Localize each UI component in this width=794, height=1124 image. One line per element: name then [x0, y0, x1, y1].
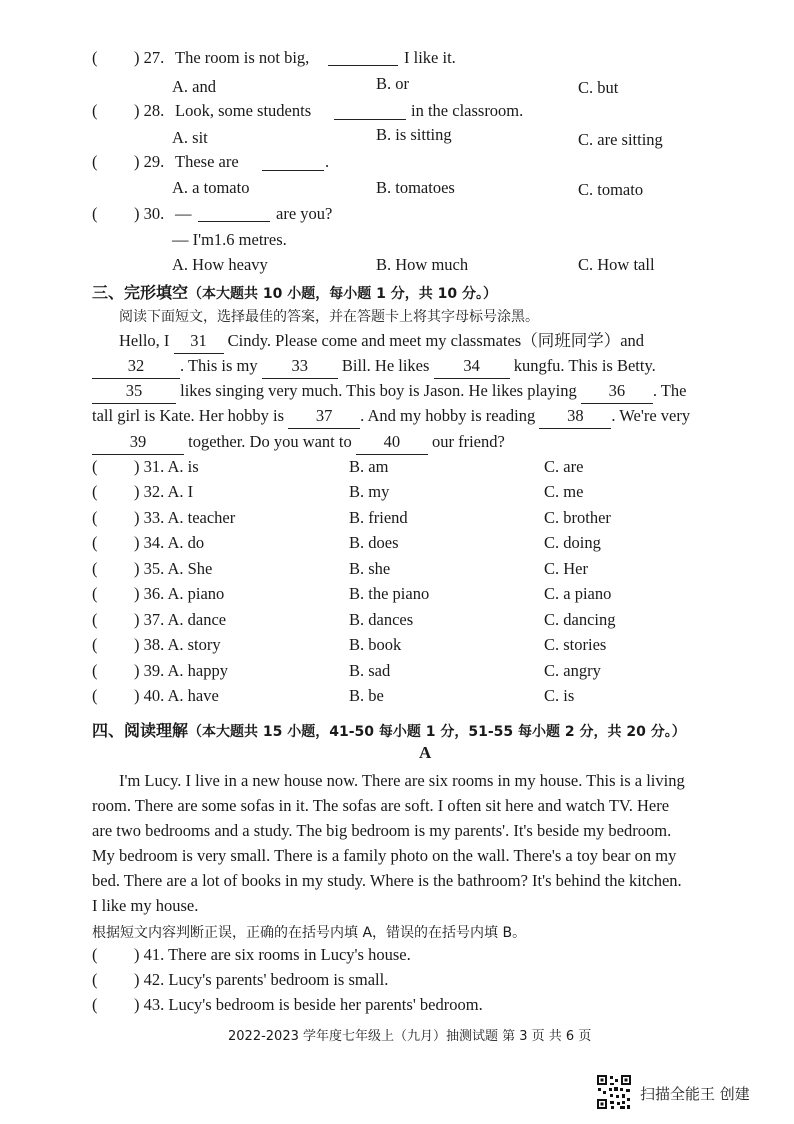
answer-paren[interactable]: ( [92, 559, 98, 578]
passage-line: bed. There are a lot of books in my study. Where is the bathroom? It's behind the kitchen. [92, 871, 682, 890]
answer-paren[interactable]: ( [92, 610, 98, 629]
question-stem: — [175, 204, 192, 223]
option-b: B. does [349, 533, 399, 552]
blank-40: 40 [356, 429, 428, 455]
option-a: ) 31. A. is [134, 457, 199, 476]
answer-paren[interactable]: ( [92, 204, 98, 223]
passage-line-5: 39 together. Do you want to 40 our friend? [92, 429, 505, 455]
option-c: C. Her [544, 559, 588, 578]
answer-blank [334, 118, 406, 120]
answer-paren[interactable]: ( [92, 101, 98, 120]
passage-line-4: tall girl is Kate. Her hobby is 37 . And my hobby is reading 38 . We're very [92, 403, 690, 429]
passage-line: I'm Lucy. I live in a new house now. There are six rooms in my house. This is a living [119, 771, 685, 790]
option-c: C. brother [544, 508, 611, 527]
option-a: A. sit [172, 128, 208, 147]
page-footer: 2022-2023 学年度七年级上（九月）抽测试题 第 3 页 共 6 页 [228, 1029, 592, 1044]
blank-37: 37 [288, 403, 360, 429]
passage-line: room. There are some sofas in it. The sofas are soft. I often sit here and watch TV. Here [92, 796, 670, 815]
answer-paren[interactable]: ( [92, 945, 98, 964]
passage-part-label: A [419, 743, 432, 762]
option-b: B. tomatoes [376, 178, 455, 197]
answer-paren[interactable]: ( [92, 995, 98, 1014]
option-b: B. dances [349, 610, 414, 629]
answer-blank [262, 169, 324, 171]
option-b: B. sad [349, 661, 391, 680]
passage-line-2: 32 . This is my 33 Bill. He likes 34 kungfu. This is Betty. [92, 353, 656, 379]
option-b: B. am [349, 457, 389, 476]
question-stem-end: are you? [276, 204, 333, 223]
option-c: C. is [544, 686, 575, 705]
option-a: ) 39. A. happy [134, 661, 228, 680]
answer-paren[interactable]: ( [92, 482, 98, 501]
option-c: C. dancing [544, 610, 616, 629]
section-3-title: 三、完形填空 [92, 283, 189, 302]
option-a: ) 37. A. dance [134, 610, 227, 629]
option-b: B. book [349, 635, 402, 654]
answer-paren[interactable]: ( [92, 457, 98, 476]
answer-paren[interactable]: ( [92, 152, 98, 171]
passage-line-3: 35 likes singing very much. This boy is Jason. He likes playing 36 . The [92, 378, 686, 404]
option-a: ) 33. A. teacher [134, 508, 236, 527]
blank-38: 38 [539, 403, 611, 429]
option-c: C. are [544, 457, 584, 476]
option-b: B. How much [376, 255, 469, 274]
answer-paren[interactable]: ( [92, 533, 98, 552]
question-stem-end: . [325, 152, 330, 171]
option-a: A. and [172, 77, 216, 96]
question-stem: Look, some students [175, 101, 312, 120]
question-number: ) 30. [134, 204, 165, 223]
option-b: B. she [349, 559, 391, 578]
blank-39: 39 [92, 429, 184, 455]
passage-line-1: Hello, I 31 Cindy. Please come and meet my classmates（同班同学）and [119, 328, 644, 354]
option-c: C. a piano [544, 584, 612, 603]
section-4-heading [92, 718, 686, 741]
answer-paren[interactable]: ( [92, 635, 98, 654]
section-4-detail: （本大题共 15 小题，41-50 每小题 1 分，51-55 每小题 2 分，共 20 分。） [188, 724, 686, 740]
qr-code-icon [596, 1074, 632, 1110]
option-c: C. angry [544, 661, 601, 680]
option-a: ) 32. A. I [134, 482, 194, 501]
question-stem: The room is not big, [175, 48, 310, 67]
answer-paren[interactable]: ( [92, 686, 98, 705]
blank-34: 34 [434, 353, 510, 379]
statement-text: ) 42. Lucy's parents' bedroom is small. [134, 970, 389, 989]
question-stem: These are [175, 152, 239, 171]
blank-35: 35 [92, 378, 176, 404]
section-3-instruction: 阅读下面短文，选择最佳的答案，并在答题卡上将其字母标号涂黑。 [119, 309, 539, 325]
blank-36: 36 [581, 378, 653, 404]
option-a: ) 40. A. have [134, 686, 219, 705]
option-b: B. my [349, 482, 390, 501]
option-b: B. friend [349, 508, 408, 527]
blank-32: 32 [92, 353, 180, 379]
option-a: ) 38. A. story [134, 635, 221, 654]
question-number: ) 27. [134, 48, 165, 67]
question-stem-end: in the classroom. [411, 101, 524, 120]
option-c: C. stories [544, 635, 607, 654]
option-b: B. the piano [349, 584, 430, 603]
option-c: C. me [544, 482, 584, 501]
section-3-detail: （本大题共 10 小题，每小题 1 分，共 10 分。） [188, 286, 497, 302]
statement-text: ) 41. There are six rooms in Lucy's house. [134, 945, 411, 964]
option-a: A. How heavy [172, 255, 268, 274]
option-c: C. are sitting [578, 130, 663, 149]
question-stem-end: I like it. [404, 48, 456, 67]
option-a: A. a tomato [172, 178, 250, 197]
answer-paren[interactable]: ( [92, 584, 98, 603]
passage-line: are two bedrooms and a study. The big bedroom is my parents'. It's beside my bedroom. [92, 821, 672, 840]
answer-paren[interactable]: ( [92, 48, 98, 67]
scanner-watermark: 扫描全能王 创建 [640, 1085, 750, 1103]
option-c: C. but [578, 78, 619, 97]
blank-33: 33 [262, 353, 338, 379]
answer-blank [328, 64, 398, 66]
question-number: ) 29. [134, 152, 165, 171]
option-a: ) 35. A. She [134, 559, 213, 578]
answer-paren[interactable]: ( [92, 661, 98, 680]
blank-31: 31 [174, 328, 224, 354]
option-b: B. or [376, 74, 409, 93]
question-number: ) 28. [134, 101, 165, 120]
passage-line: I like my house. [92, 896, 199, 915]
option-c: C. How tall [578, 255, 655, 274]
option-a: ) 36. A. piano [134, 584, 225, 603]
statement-text: ) 43. Lucy's bedroom is beside her parents' bedroom. [134, 995, 483, 1014]
option-c: C. tomato [578, 180, 644, 199]
answer-blank [198, 220, 270, 222]
answer-paren[interactable]: ( [92, 970, 98, 989]
option-a: ) 34. A. do [134, 533, 205, 552]
passage-line: My bedroom is very small. There is a family photo on the wall. There's a toy bear on my [92, 846, 677, 865]
option-b: B. is sitting [376, 125, 452, 144]
option-c: C. doing [544, 533, 601, 552]
section-3-heading [92, 280, 497, 303]
answer-paren[interactable]: ( [92, 508, 98, 527]
section-4-instruction: 根据短文内容判断正误，正确的在括号内填 A，错误的在括号内填 B。 [92, 925, 527, 941]
dialogue-reply: — I'm1.6 metres. [172, 230, 287, 249]
section-4-title: 四、阅读理解 [92, 721, 189, 740]
option-b: B. be [349, 686, 384, 705]
